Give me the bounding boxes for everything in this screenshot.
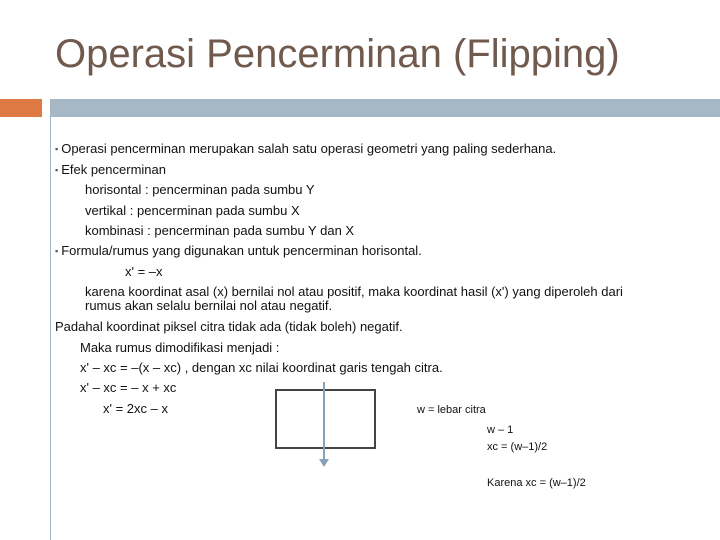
formula-line-3: x' – xc = – x + xc	[80, 380, 177, 395]
bullet-icon: ▪	[55, 246, 59, 256]
text-line-rumus: rumus akan selalu bernilai nol atau negatif.	[85, 298, 333, 313]
note-xc-formula: xc = (w–1)/2	[487, 441, 548, 453]
center-axis-line	[323, 382, 325, 460]
bullet-icon: ▪	[55, 144, 59, 154]
sub-line-kombinasi: kombinasi : pencerminan pada sumbu Y dan X	[85, 223, 355, 238]
text-line-karena: karena koordinat asal (x) bernilai nol atau positif, maka koordinat hasil (x') yang diperoleh dari	[85, 284, 623, 299]
image-diagram-box	[275, 389, 376, 449]
sub-line-vertikal: vertikal : pencerminan pada sumbu X	[85, 203, 300, 218]
accent-block	[0, 99, 42, 117]
left-vertical-rule	[50, 117, 51, 540]
bullet-line-3	[55, 243, 422, 260]
sub-line-horisontal: horisontal : pencerminan pada sumbu Y	[85, 182, 315, 197]
formula-line-1: x' = –x	[125, 264, 163, 279]
slide-title: Operasi Pencerminan (Flipping)	[55, 32, 620, 76]
note-w-minus-one: w – 1	[487, 424, 514, 436]
note-width-label: w = lebar citra	[417, 404, 486, 416]
text-line-maka: Maka rumus dimodifikasi menjadi :	[80, 340, 280, 355]
text-line-padahal: Padahal koordinat piksel citra tidak ada (tidak boleh) negatif.	[55, 319, 403, 334]
bullet-line-1	[55, 141, 556, 158]
bullet-icon: ▪	[55, 165, 59, 175]
bullet-line-2	[55, 162, 166, 179]
title-rule-bar	[50, 99, 720, 117]
bullet-text: Operasi pencerminan merupakan salah satu operasi geometri yang paling sederhana.	[61, 141, 557, 156]
arrow-down-icon	[319, 459, 329, 467]
formula-line-4: x' = 2xc – x	[103, 401, 168, 416]
bullet-text: Formula/rumus yang digunakan untuk pencerminan horisontal.	[61, 243, 422, 258]
bullet-text: Efek pencerminan	[61, 162, 166, 177]
formula-line-2: x' – xc = –(x – xc) , dengan xc nilai koordinat garis tengah citra.	[80, 360, 443, 375]
note-karena: Karena xc = (w–1)/2	[487, 477, 586, 489]
